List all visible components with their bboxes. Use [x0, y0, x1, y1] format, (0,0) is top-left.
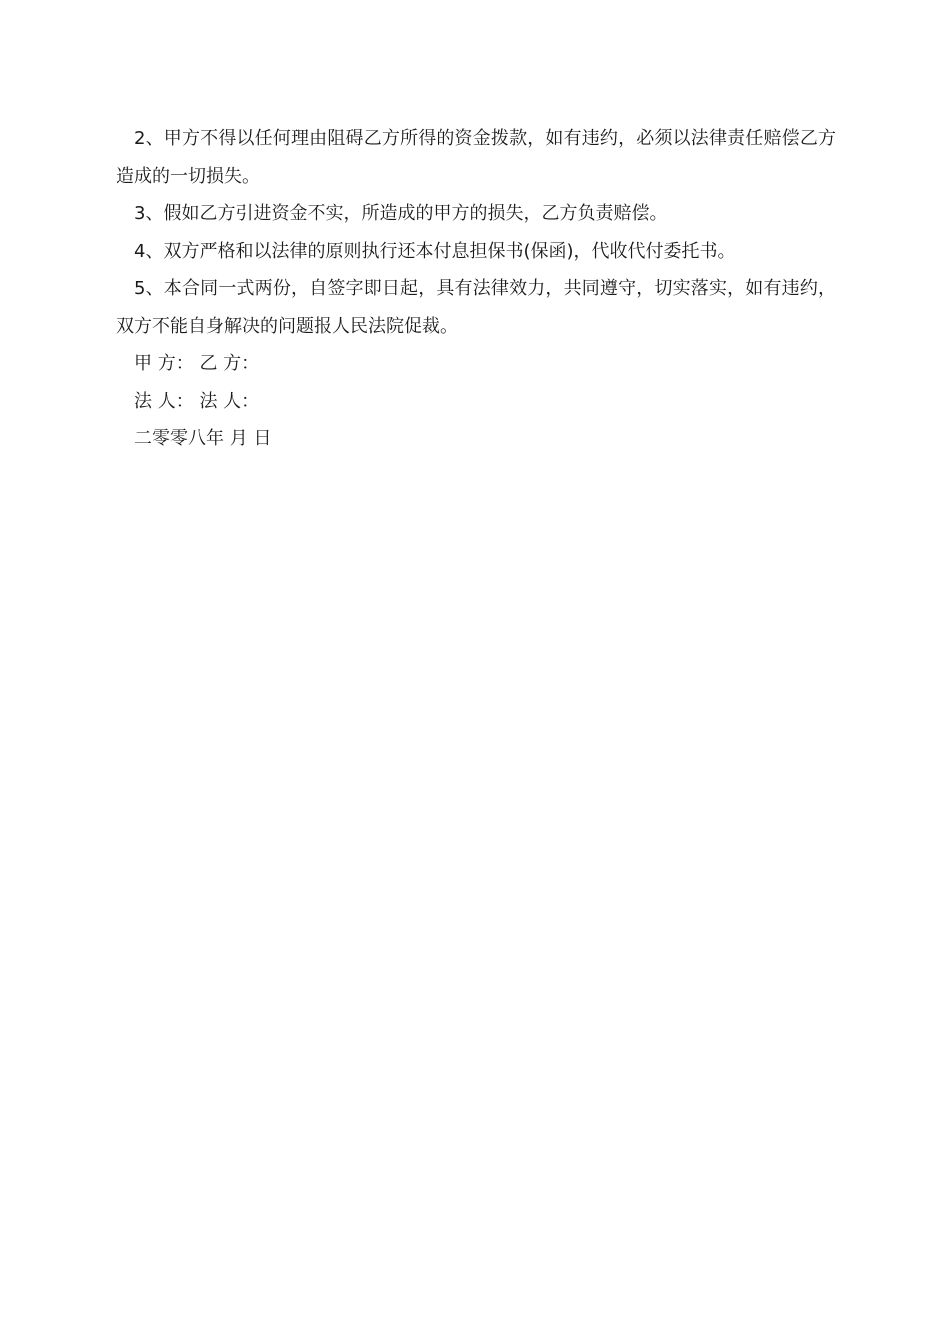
parties-signature-line: 甲 方： 乙 方： [134, 353, 260, 374]
clause-5: 5、本合同一式两份，自签字即日起，具有法律效力，共同遵守，切实落实，如有违约，双方不能自身解决的问题报人民法院促裁。 [116, 278, 836, 337]
legal-representative-line: 法 人： 法 人： [134, 390, 260, 412]
clause-4: 4、双方严格和以法律的原则执行还本付息担保书(保函)，代收代付委托书。 [134, 240, 736, 262]
clause-2: 2、甲方不得以任何理由阻碍乙方所得的资金拨款，如有违约，必须以法律责任赔偿乙方造成的一切损失。 [116, 128, 836, 187]
clause-3: 3、假如乙方引进资金不实，所造成的甲方的损失，乙方负责赔偿。 [134, 203, 668, 224]
contract-body [116, 120, 836, 458]
date-line: 二零零八年 月 日 [134, 428, 272, 449]
